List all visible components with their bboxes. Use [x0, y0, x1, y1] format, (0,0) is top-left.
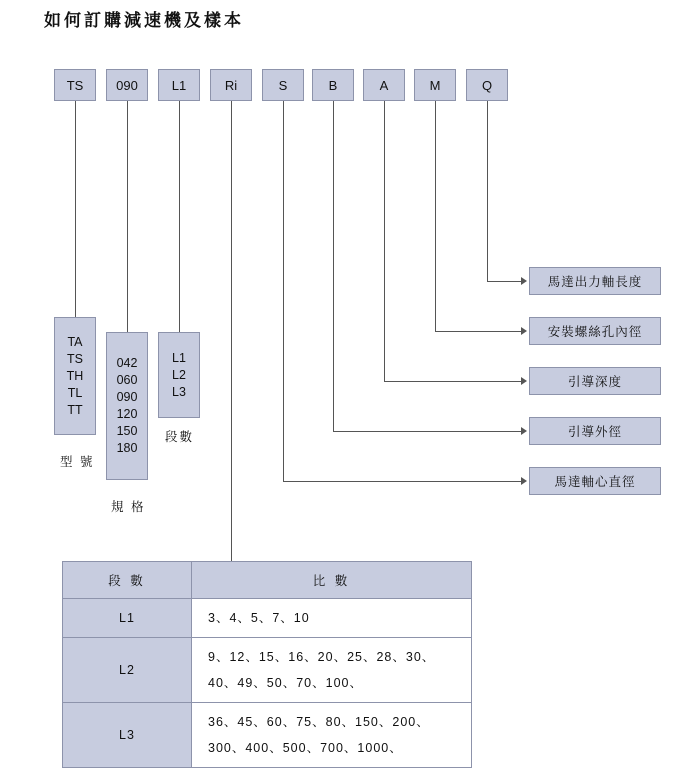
stack-model: [54, 317, 96, 435]
connector-ratio: [231, 101, 232, 561]
ratio-table: [62, 561, 472, 768]
code-box-screw-hole-diameter: M: [414, 69, 456, 101]
stack-size-item-1: 060: [116, 373, 138, 387]
connector-pilot-depth-v: [384, 101, 385, 381]
stack-stage-item-2: L3: [172, 384, 186, 399]
code-box-pilot-outer-diameter: B: [312, 69, 354, 101]
code-box-size: 090: [106, 69, 148, 101]
code-box-ratio: Ri: [210, 69, 252, 101]
ratio-line: 300、400、500、700、1000、: [208, 741, 403, 755]
stack-size-item-0: 042: [116, 356, 138, 370]
table-row: [63, 599, 472, 638]
caption-model: 型 號: [60, 455, 95, 469]
code-box-model: TS: [54, 69, 96, 101]
callout-pilot-depth: 引導深度: [529, 367, 661, 395]
stack-stage: [158, 332, 200, 418]
code-box-shaft-length: Q: [466, 69, 508, 101]
table-cell-stage-l3: L3: [63, 703, 192, 768]
stack-model-item-1: TS: [67, 351, 83, 366]
code-box-pilot-depth: A: [363, 69, 405, 101]
connector-shaft-length-h: [487, 281, 521, 282]
arrow-shaft-diameter: [521, 477, 527, 485]
connector-size: [127, 101, 128, 332]
ratio-line: 36、45、60、75、80、150、200、: [208, 715, 430, 729]
stack-stage-item-1: L2: [172, 367, 186, 382]
table-cell-ratio-l2: [192, 638, 472, 703]
arrow-screw-hole: [521, 327, 527, 335]
table-header-ratio: 比 數: [192, 562, 472, 599]
caption-stage: 段數: [165, 430, 195, 444]
table-row: [63, 703, 472, 768]
table-cell-stage-l1: L1: [63, 599, 192, 638]
arrow-pilot-outer: [521, 427, 527, 435]
ratio-line: 3、4、5、7、10: [208, 611, 310, 625]
arrow-shaft-length: [521, 277, 527, 285]
connector-shaft-diameter-v: [283, 101, 284, 481]
page-title: 如何訂購減速機及樣本: [44, 11, 244, 30]
stack-stage-item-0: L1: [172, 350, 186, 365]
table-row: [63, 638, 472, 703]
table-cell-stage-l2: L2: [63, 638, 192, 703]
arrow-pilot-depth: [521, 377, 527, 385]
stack-size: [106, 332, 148, 480]
stack-model-item-0: TA: [67, 334, 83, 349]
callout-screw-hole-diameter: 安裝螺絲孔內徑: [529, 317, 661, 345]
stack-size-item-3: 120: [116, 407, 138, 421]
callout-shaft-diameter: 馬達軸心直徑: [529, 467, 661, 495]
table-cell-ratio-l3: [192, 703, 472, 768]
stack-model-item-2: TH: [66, 368, 84, 383]
connector-shaft-length-v: [487, 101, 488, 281]
table-header-stage: 段 數: [63, 562, 192, 599]
stack-size-item-2: 090: [116, 390, 138, 404]
connector-pilot-depth-h: [384, 381, 521, 382]
callout-pilot-outer-diameter: 引導外徑: [529, 417, 661, 445]
ratio-line: 9、12、15、16、20、25、28、30、: [208, 650, 436, 664]
stack-size-item-4: 150: [116, 424, 138, 438]
table-header-row: [63, 562, 472, 599]
connector-screw-hole-h: [435, 331, 521, 332]
table-cell-ratio-l1: [192, 599, 472, 638]
connector-model: [75, 101, 76, 317]
code-box-shaft-diameter: S: [262, 69, 304, 101]
connector-pilot-outer-v: [333, 101, 334, 431]
stack-size-item-5: 180: [116, 441, 138, 455]
ratio-line: 40、49、50、70、100、: [208, 676, 363, 690]
callout-shaft-length: 馬達出力軸長度: [529, 267, 661, 295]
stack-model-item-4: TT: [67, 402, 83, 417]
connector-stage: [179, 101, 180, 332]
code-box-stage: L1: [158, 69, 200, 101]
connector-pilot-outer-h: [333, 431, 521, 432]
stack-model-item-3: TL: [67, 385, 83, 400]
connector-shaft-diameter-h: [283, 481, 521, 482]
connector-screw-hole-v: [435, 101, 436, 331]
caption-size: 規 格: [111, 500, 146, 514]
